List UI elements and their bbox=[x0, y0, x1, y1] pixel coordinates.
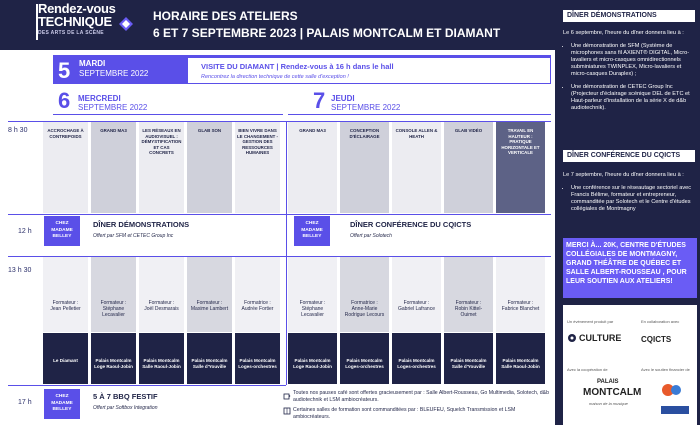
thu-afternoon-4 bbox=[496, 257, 545, 332]
demo-text bbox=[563, 30, 695, 118]
funder-logo-icon bbox=[661, 379, 689, 401]
thu-afternoon-3 bbox=[444, 257, 493, 332]
demo-item-cetec: • Une démonstration de CETEC Group Inc (Projecteur d'éclairage scénique DEL de ETC et Haut-parleur d'installation de la série X de d&b audiotechnik). bbox=[571, 84, 695, 112]
wed-trainer-3: Formateur : Maxime Lambert bbox=[190, 300, 229, 313]
thu-session-title-2: CONSOLE ALLEN & HEATH bbox=[395, 128, 438, 139]
day6-number: 6 bbox=[58, 88, 71, 113]
thu-session-title-3: GLAB VIDÉO bbox=[454, 128, 483, 133]
grid-line-1200 bbox=[8, 214, 551, 215]
thu-trainer-4: Formateur : Fabrice Blanchet bbox=[501, 300, 540, 313]
logo-badge-icon bbox=[118, 16, 134, 32]
wed-afternoon-0 bbox=[43, 257, 88, 332]
day7-month: SEPTEMBRE 2022 bbox=[331, 103, 401, 112]
rvt-logo bbox=[38, 2, 138, 46]
evening-title: 5 À 7 BBQ FESTIF bbox=[93, 392, 158, 401]
cqicts-logo: CQICTS bbox=[641, 335, 672, 344]
lunch-thu-title: DÎNER CONFÉRENCE DU CQICTS bbox=[350, 220, 472, 229]
host-label: Avec la coopération de bbox=[567, 367, 608, 372]
wed-trainer-2: Formateur : Joël Desmarais bbox=[144, 300, 179, 313]
thu-room-0: Palais Montcalm Loge Raoul-Jobin bbox=[293, 358, 332, 369]
day6-dayname: MERCREDI bbox=[78, 94, 121, 103]
time-1700: 17 h bbox=[18, 399, 32, 406]
day7-number: 7 bbox=[313, 88, 326, 113]
wed-trainer-0: Formateur : Jean Pelletier bbox=[50, 300, 81, 313]
wed-afternoon-2 bbox=[139, 257, 184, 332]
demo-intro: Le 6 septembre, l'heure du dîner donnera lieu à : bbox=[563, 30, 684, 36]
thu-room-4: Palais Montcalm Salle Raoul-Jobin bbox=[501, 358, 540, 369]
thanks-box: MERCI À... 20K, CENTRE D'ÉTUDES COLLÉGIALES DE MONTMAGNY, GRAND THÉÂTRE DE QUÉBEC ET SALLE ALBERT-ROUSSEAU , POUR LEUR SOUTIEN AUX ATELIERS! bbox=[563, 238, 697, 298]
conf-intro: Le 7 septembre, l'heure du dîner donnera lieu à : bbox=[563, 172, 684, 178]
wed-afternoon-3 bbox=[187, 257, 232, 332]
thu-session-title-1: CONCEPTION D'ÉCLAIRAGE bbox=[349, 128, 380, 139]
day-divider bbox=[286, 121, 287, 385]
lunch-thu-sub: Offert par Solotech bbox=[350, 233, 392, 239]
wed-trainer-1: Formateur : Stéphane Lecavalier bbox=[100, 300, 127, 319]
quebec-logo-icon bbox=[661, 405, 689, 415]
support-label: Avec le soutien financier de bbox=[641, 367, 690, 372]
logo-line2: TECHNIQUE bbox=[38, 14, 112, 29]
thu-room-2: Palais Montcalm Loges-orchestres bbox=[397, 358, 436, 369]
lunch-wed-place bbox=[44, 216, 80, 246]
evening-sub: Offert par Softbox Integration bbox=[93, 405, 158, 411]
wed-trainer-4: Formatrice : Audrée Fortier bbox=[241, 300, 274, 313]
conf-item: • Une conférence sur le réseautage sectoriel avec Francis Bélime, formateur et entrepreneur, commanditée par Solotech et le Centre d'études collégiales de Montmagny bbox=[571, 185, 695, 213]
lunch-wed-place-text: CHEZ MADAME BELLEY bbox=[51, 221, 73, 239]
sponsor-logos bbox=[563, 305, 697, 425]
lunch-wed-title: DÎNER DÉMONSTRATIONS bbox=[93, 220, 190, 229]
wed-room-1: Palais Montcalm Loge Raoul-Jobin bbox=[94, 358, 133, 369]
day7-underline bbox=[288, 114, 551, 115]
logo-line3: DES ARTS DE LA SCÈNE bbox=[38, 30, 104, 36]
day5-month: SEPTEMBRE 2022 bbox=[79, 69, 149, 78]
day6-month: SEPTEMBRE 2022 bbox=[78, 103, 148, 112]
palais-logo-1: PALAIS bbox=[597, 379, 619, 385]
evening-place bbox=[44, 389, 80, 419]
wed-room-3: Palais Montcalm Salle d'Youville bbox=[191, 358, 228, 369]
conf-text bbox=[563, 172, 695, 219]
thu-trainer-3: Formateur : Robin Kittel- Ouimet bbox=[454, 300, 483, 319]
thu-afternoon-2 bbox=[392, 257, 441, 332]
conf-list bbox=[563, 185, 695, 213]
lunch-thu-place bbox=[294, 216, 330, 246]
thu-session-3 bbox=[444, 122, 493, 213]
time-1200: 12 h bbox=[18, 228, 32, 235]
thu-afternoon-1 bbox=[340, 257, 389, 332]
thu-trainer-0: Formateur : Stéphane Lecavalier bbox=[299, 300, 326, 319]
wed-room-2: Palais Montcalm Salle Raoul-Jobin bbox=[142, 358, 181, 369]
thu-session-title-4: TRAVAIL EN HAUTEUR : PRATIQUE HORIZONTALE ET VERTICALE bbox=[501, 128, 540, 155]
thu-room-1: Palais Montcalm Loges-orchestres bbox=[345, 358, 384, 369]
visit-title: VISITE DU DIAMANT | Rendez-vous à 16 h dans le hall bbox=[201, 62, 394, 71]
wed-session-title-4: BIEN VIVRE DANS LE CHANGEMENT - GESTION DES RESSOURCES HUMAINES bbox=[237, 128, 278, 155]
thu-room-3: Palais Montcalm Salle d'Youville bbox=[450, 358, 487, 369]
time-1330: 13 h 30 bbox=[8, 267, 32, 274]
wed-session-title-0: ACCROCHAGE À CONTREPOIDS bbox=[47, 128, 84, 139]
evening-place-text: CHEZ MADAME BELLEY bbox=[51, 394, 73, 412]
wed-session-3 bbox=[187, 122, 232, 213]
logo-bar bbox=[36, 4, 38, 40]
room-icon bbox=[283, 407, 291, 415]
wed-room-0: Le Diamant bbox=[53, 358, 78, 363]
grid-line-1700 bbox=[8, 385, 286, 386]
culture-logo-icon bbox=[567, 333, 577, 343]
conf-title: DÎNER CONFÉRENCE DU CQICTS bbox=[563, 150, 695, 162]
lunch-thu-place-text: CHEZ MADAME BELLEY bbox=[301, 221, 323, 239]
demo-item-sfm: • Une démonstration de SFM (Système de microphones sans fil AXIENT® DIGITAL, Micro-lavaliers et micro-casques omnidirectionnels subminiatures TWINPLEX, Micro-lavaliers et micro-casques Duraplex) ; bbox=[571, 43, 695, 78]
culture-logo: CULTURE bbox=[579, 333, 622, 343]
palais-logo-3: maison de la musique bbox=[589, 401, 628, 406]
produced-by-label: Un événement produit par bbox=[567, 319, 614, 324]
wed-room-4: Palais Montcalm Loges-orchestres bbox=[238, 358, 277, 369]
palais-logo-2: MONTCALM bbox=[583, 387, 642, 398]
page-title: HORAIRE DES ATELIERS bbox=[153, 9, 298, 23]
thu-trainer-1: Formatrice : Anne-Marie Rodrigue Lecours bbox=[344, 300, 385, 319]
visit-subtitle: Rencontrez la direction technique de cette salle d'exception ! bbox=[201, 74, 349, 80]
lunch-wed-sub: Offert par SFM et CETEC Group Inc bbox=[93, 233, 174, 239]
demo-title: DÎNER DÉMONSTRATIONS bbox=[563, 10, 695, 22]
thu-afternoon-0 bbox=[288, 257, 337, 332]
thu-session-0 bbox=[288, 122, 337, 213]
coffee-note: Toutes nos pauses café sont offertes gracieusement par : Salle Albert-Rousseau, Go Multimedia, Solotech, d&b audiotechnik et LSM ambiocréateurs. bbox=[293, 390, 549, 403]
time-0830: 8 h 30 bbox=[8, 127, 28, 134]
wed-afternoon-4 bbox=[235, 257, 280, 332]
wed-session-title-1: GRAND MA3 bbox=[100, 128, 127, 133]
thu-session-title-0: GRAND MA3 bbox=[299, 128, 326, 133]
day7-dayname: JEUDI bbox=[331, 94, 355, 103]
collab-label: En collaboration avec bbox=[641, 319, 680, 324]
page-subtitle: 6 ET 7 SEPTEMBRE 2023 | PALAIS MONTCALM ET DIAMANT bbox=[153, 26, 501, 40]
wed-session-title-3: GLAB SON bbox=[197, 128, 222, 133]
wed-session-1 bbox=[91, 122, 136, 213]
thu-trainer-2: Formateur : Gabriel Lafrance bbox=[398, 300, 435, 313]
wed-afternoon-1 bbox=[91, 257, 136, 332]
day6-underline bbox=[53, 114, 283, 115]
day5-dayname: MARDI bbox=[79, 59, 106, 68]
visit-box bbox=[187, 57, 551, 84]
rooms-note: Certaines salles de formation sont commanditées par : BLEUFEU, Squelch Transmission et LSM ambiocréateurs. bbox=[293, 407, 516, 420]
wed-session-title-2: LES RÉSEAUX EN AUDIOVISUEL : DÉMYSTIFICATION ET CAS CONCRETS bbox=[141, 128, 182, 155]
day5-number: 5 bbox=[58, 58, 71, 83]
coffee-icon bbox=[283, 392, 291, 400]
logo-line1: Rendez-vous bbox=[38, 1, 116, 16]
demo-list bbox=[563, 43, 695, 112]
